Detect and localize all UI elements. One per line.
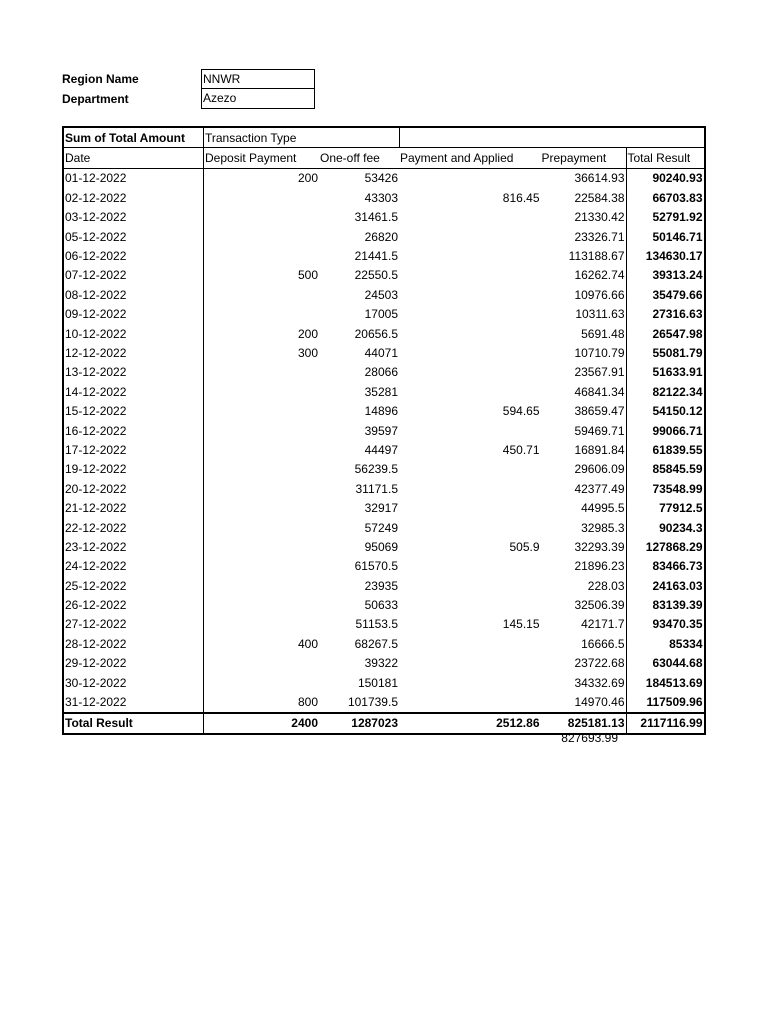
cell-date[interactable]: 29-12-2022 — [63, 654, 204, 673]
header-blank — [541, 127, 627, 148]
cell-deposit-payment[interactable] — [204, 557, 320, 576]
cell-prepayment[interactable]: 16666.5 — [581, 636, 625, 651]
cell-total-result[interactable]: 61839.55 — [626, 440, 705, 459]
cell-payment-and-applied[interactable] — [399, 460, 541, 479]
cell-total-result[interactable]: 90240.93 — [626, 168, 705, 188]
total-result-label[interactable]: Total Result — [63, 713, 204, 734]
table-row[interactable] — [63, 498, 705, 517]
cell-payment-and-applied[interactable] — [399, 305, 541, 324]
cell-one-off-fee[interactable]: 20656.5 — [354, 326, 398, 341]
cell-date[interactable]: 07-12-2022 — [63, 266, 204, 285]
table-row[interactable] — [63, 518, 705, 537]
cell-deposit-payment[interactable] — [204, 363, 320, 382]
cell-prepayment[interactable]: 59469.71 — [574, 423, 625, 438]
header-deposit-payment[interactable]: Deposit Payment — [204, 148, 320, 168]
cell-prepayment[interactable]: 29606.09 — [574, 462, 625, 477]
cell-total-result[interactable]: 127868.29 — [626, 537, 705, 556]
cell-date[interactable]: 22-12-2022 — [63, 518, 204, 537]
cell-payment-and-applied[interactable] — [399, 576, 541, 595]
cell-prepayment[interactable]: 46841.34 — [574, 384, 625, 399]
cell-payment-and-applied[interactable] — [399, 227, 541, 246]
table-row[interactable] — [63, 285, 705, 304]
table-row[interactable] — [63, 595, 705, 614]
cell-prepayment[interactable]: 21896.23 — [574, 559, 625, 574]
table-row[interactable] — [63, 382, 705, 401]
cell-deposit-payment[interactable]: 300 — [297, 345, 318, 360]
cell-total-result[interactable]: 83466.73 — [626, 557, 705, 576]
cell-deposit-payment[interactable] — [204, 479, 320, 498]
cell-payment-and-applied[interactable] — [399, 673, 541, 692]
cell-payment-and-applied[interactable] — [399, 246, 541, 265]
cell-one-off-fee[interactable]: 39322 — [364, 656, 398, 671]
cell-date[interactable]: 14-12-2022 — [63, 382, 204, 401]
cell-prepayment[interactable]: 23722.68 — [574, 656, 625, 671]
cell-date[interactable]: 16-12-2022 — [63, 421, 204, 440]
cell-total-result[interactable]: 52791.92 — [626, 208, 705, 227]
cell-prepayment[interactable]: 16262.74 — [574, 268, 625, 283]
cell-deposit-payment[interactable] — [204, 421, 320, 440]
cell-total-result[interactable]: 55081.79 — [626, 343, 705, 362]
cell-payment-and-applied[interactable] — [399, 692, 541, 712]
pivot-header-row-1 — [63, 127, 705, 148]
table-row[interactable] — [63, 654, 705, 673]
cell-deposit-payment[interactable]: 200 — [297, 326, 318, 341]
cell-date[interactable]: 02-12-2022 — [63, 188, 204, 207]
cell-prepayment[interactable]: 22584.38 — [574, 190, 625, 205]
cell-one-off-fee[interactable]: 56239.5 — [354, 462, 398, 477]
cell-deposit-payment[interactable]: 500 — [297, 268, 318, 283]
cell-prepayment[interactable]: 5691.48 — [581, 326, 625, 341]
table-row[interactable] — [63, 246, 705, 265]
cell-one-off-fee[interactable]: 24503 — [364, 287, 398, 302]
cell-total-result[interactable]: 66703.83 — [626, 188, 705, 207]
cell-date[interactable]: 27-12-2022 — [63, 615, 204, 634]
cell-one-off-fee[interactable]: 31171.5 — [355, 481, 398, 496]
cell-payment-and-applied[interactable] — [399, 421, 541, 440]
cell-deposit-payment[interactable] — [204, 673, 320, 692]
cell-one-off-fee[interactable]: 50633 — [364, 598, 398, 613]
cell-date[interactable]: 06-12-2022 — [63, 246, 204, 265]
cell-prepayment[interactable]: 34332.69 — [574, 675, 625, 690]
pivot-header-row-2 — [63, 148, 705, 168]
cell-deposit-payment[interactable] — [204, 498, 320, 517]
cell-prepayment[interactable]: 16891.84 — [574, 442, 625, 457]
cell-deposit-payment[interactable] — [204, 595, 320, 614]
cell-one-off-fee[interactable]: 57249 — [364, 520, 398, 535]
cell-date[interactable]: 20-12-2022 — [63, 479, 204, 498]
cell-total-result[interactable]: 117509.96 — [626, 692, 705, 712]
cell-date[interactable]: 05-12-2022 — [63, 227, 204, 246]
cell-prepayment[interactable]: 10311.63 — [575, 307, 625, 322]
cell-date[interactable]: 12-12-2022 — [63, 343, 204, 362]
cell-payment-and-applied[interactable] — [399, 343, 541, 362]
cell-prepayment[interactable]: 32506.39 — [574, 598, 625, 613]
cell-total-result[interactable]: 99066.71 — [626, 421, 705, 440]
cell-payment-and-applied[interactable]: 505.9 — [509, 539, 540, 554]
table-row[interactable] — [63, 421, 705, 440]
cell-payment-and-applied[interactable] — [399, 654, 541, 673]
table-row[interactable] — [63, 479, 705, 498]
cell-one-off-fee[interactable]: 44071 — [364, 345, 398, 360]
cell-payment-and-applied[interactable] — [399, 479, 541, 498]
cell-deposit-payment[interactable] — [204, 188, 320, 207]
header-total-result[interactable]: Total Result — [626, 148, 705, 168]
cell-date[interactable]: 09-12-2022 — [63, 305, 204, 324]
cell-total-result[interactable]: 90234.3 — [626, 518, 705, 537]
cell-prepayment[interactable]: 113188.67 — [568, 249, 625, 264]
cell-date[interactable]: 19-12-2022 — [63, 460, 204, 479]
cell-prepayment[interactable]: 32293.39 — [574, 539, 625, 554]
table-row[interactable] — [63, 401, 705, 420]
cell-deposit-payment[interactable] — [204, 401, 320, 420]
cell-payment-and-applied[interactable] — [399, 266, 541, 285]
cell-payment-and-applied[interactable] — [399, 557, 541, 576]
extra-sum-value: 827693.99 — [561, 731, 618, 745]
cell-one-off-fee[interactable]: 53426 — [364, 171, 398, 186]
cell-prepayment[interactable]: 38659.47 — [574, 404, 625, 419]
cell-payment-and-applied[interactable] — [399, 363, 541, 382]
cell-prepayment[interactable]: 228.03 — [587, 578, 625, 593]
cell-date[interactable]: 08-12-2022 — [63, 285, 204, 304]
cell-total-result[interactable]: 63044.68 — [626, 654, 705, 673]
cell-one-off-fee[interactable]: 21441.5 — [354, 249, 398, 264]
cell-payment-and-applied[interactable] — [399, 285, 541, 304]
cell-deposit-payment[interactable]: 200 — [297, 171, 318, 186]
pivot-table — [62, 126, 706, 735]
cell-total-result[interactable]: 134630.17 — [626, 246, 705, 265]
table-row[interactable] — [63, 440, 705, 459]
cell-total-result[interactable]: 83139.39 — [626, 595, 705, 614]
region-name-label: Region Name — [62, 72, 139, 86]
table-row[interactable] — [63, 557, 705, 576]
table-row[interactable] — [63, 168, 705, 188]
department-value[interactable]: Azezo — [201, 89, 315, 109]
cell-one-off-fee[interactable]: 101739.5 — [347, 695, 398, 710]
cell-one-off-fee[interactable]: 95069 — [364, 539, 398, 554]
cell-deposit-payment[interactable]: 400 — [297, 636, 318, 651]
cell-deposit-payment[interactable] — [204, 246, 320, 265]
cell-prepayment[interactable]: 23326.71 — [574, 229, 625, 244]
cell-one-off-fee[interactable]: 31461.5 — [354, 210, 398, 225]
cell-date[interactable]: 28-12-2022 — [63, 634, 204, 653]
cell-deposit-payment[interactable] — [204, 208, 320, 227]
cell-one-off-fee[interactable]: 26820 — [364, 229, 398, 244]
total-cell-one-off-fee[interactable]: 1287023 — [319, 713, 399, 734]
cell-deposit-payment[interactable] — [204, 227, 320, 246]
cell-one-off-fee[interactable]: 14896 — [364, 404, 398, 419]
header-one-off-fee[interactable]: One-off fee — [319, 148, 399, 168]
table-row[interactable] — [63, 227, 705, 246]
cell-deposit-payment[interactable] — [204, 305, 320, 324]
cell-deposit-payment[interactable] — [204, 460, 320, 479]
cell-one-off-fee[interactable]: 51153.5 — [355, 617, 398, 632]
cell-one-off-fee[interactable]: 44497 — [364, 442, 398, 457]
cell-payment-and-applied[interactable] — [399, 324, 541, 343]
cell-date[interactable]: 31-12-2022 — [63, 692, 204, 712]
cell-total-result[interactable]: 27316.63 — [626, 305, 705, 324]
department-filter-row — [62, 89, 315, 109]
cell-date[interactable]: 25-12-2022 — [63, 576, 204, 595]
cell-payment-and-applied[interactable] — [399, 208, 541, 227]
cell-date[interactable]: 13-12-2022 — [63, 363, 204, 382]
total-cell-payment-and-applied[interactable]: 2512.86 — [399, 713, 541, 734]
cell-deposit-payment[interactable] — [204, 654, 320, 673]
table-row[interactable] — [63, 208, 705, 227]
table-row[interactable] — [63, 324, 705, 343]
cell-prepayment[interactable]: 44995.5 — [581, 501, 625, 516]
cell-deposit-payment[interactable] — [204, 615, 320, 634]
header-blank — [399, 127, 541, 148]
header-payment-and-applied[interactable]: Payment and Applied — [399, 148, 541, 168]
header-prepayment[interactable]: Prepayment — [541, 148, 627, 168]
cell-one-off-fee[interactable]: 22550.5 — [354, 268, 398, 283]
cell-payment-and-applied[interactable]: 450.71 — [502, 442, 540, 457]
cell-prepayment[interactable]: 10976.66 — [574, 287, 625, 302]
table-row[interactable] — [63, 576, 705, 595]
cell-payment-and-applied[interactable] — [399, 168, 541, 188]
table-row[interactable] — [63, 615, 705, 634]
header-date[interactable]: Date — [63, 148, 204, 168]
cell-one-off-fee[interactable]: 32917 — [364, 501, 398, 516]
cell-payment-and-applied[interactable] — [399, 634, 541, 653]
pivot-table-body — [63, 127, 705, 734]
cell-prepayment[interactable]: 42171.7 — [581, 617, 625, 632]
cell-payment-and-applied[interactable]: 594.65 — [502, 404, 540, 419]
cell-prepayment[interactable]: 32985.3 — [581, 520, 625, 535]
cell-date[interactable]: 21-12-2022 — [63, 498, 204, 517]
total-cell-prepayment[interactable]: 825181.13 — [541, 713, 627, 734]
table-row[interactable] — [63, 343, 705, 362]
cell-total-result[interactable]: 184513.69 — [626, 673, 705, 692]
cell-prepayment[interactable]: 42377.49 — [574, 481, 625, 496]
cell-date[interactable]: 15-12-2022 — [63, 401, 204, 420]
cell-prepayment[interactable]: 23567.91 — [574, 365, 625, 380]
cell-deposit-payment[interactable]: 800 — [297, 695, 318, 710]
department-label: Department — [62, 92, 129, 106]
table-row[interactable] — [63, 460, 705, 479]
cell-payment-and-applied[interactable] — [399, 518, 541, 537]
cell-total-result[interactable]: 73548.99 — [626, 479, 705, 498]
cell-payment-and-applied[interactable]: 816.45 — [502, 190, 540, 205]
cell-payment-and-applied[interactable] — [399, 595, 541, 614]
cell-total-result[interactable]: 51633.91 — [626, 363, 705, 382]
cell-one-off-fee[interactable]: 35281 — [364, 384, 398, 399]
cell-deposit-payment[interactable] — [204, 440, 320, 459]
cell-one-off-fee[interactable]: 17005 — [364, 307, 398, 322]
cell-deposit-payment[interactable] — [204, 518, 320, 537]
total-cell-deposit-payment[interactable]: 2400 — [204, 713, 320, 734]
cell-total-result[interactable]: 50146.71 — [626, 227, 705, 246]
table-row[interactable] — [63, 634, 705, 653]
table-row[interactable] — [63, 673, 705, 692]
header-blank — [626, 127, 705, 148]
cell-date[interactable]: 23-12-2022 — [63, 537, 204, 556]
cell-prepayment[interactable]: 10710.79 — [574, 345, 625, 360]
cell-one-off-fee[interactable]: 39597 — [364, 423, 398, 438]
cell-date[interactable]: 10-12-2022 — [63, 324, 204, 343]
cell-prepayment[interactable]: 14970.46 — [574, 695, 625, 710]
column-field-label[interactable]: Transaction Type — [204, 127, 400, 148]
cell-prepayment[interactable]: 36614.93 — [574, 171, 625, 186]
cell-date[interactable]: 01-12-2022 — [63, 168, 204, 188]
pivot-corner-label: Sum of Total Amount — [63, 127, 204, 148]
cell-date[interactable]: 17-12-2022 — [63, 440, 204, 459]
cell-total-result[interactable]: 93470.35 — [626, 615, 705, 634]
total-cell-total-result[interactable]: 2117116.99 — [626, 713, 705, 734]
cell-one-off-fee[interactable]: 68267.5 — [354, 636, 398, 651]
cell-one-off-fee[interactable]: 150181 — [357, 675, 398, 690]
table-row[interactable] — [63, 537, 705, 556]
cell-total-result[interactable]: 82122.34 — [626, 382, 705, 401]
cell-one-off-fee[interactable]: 43303 — [364, 190, 398, 205]
report-filters — [62, 69, 315, 109]
cell-payment-and-applied[interactable] — [399, 382, 541, 401]
cell-one-off-fee[interactable]: 23935 — [364, 578, 398, 593]
table-row[interactable] — [63, 692, 705, 712]
table-row[interactable] — [63, 188, 705, 207]
cell-one-off-fee[interactable]: 61570.5 — [354, 559, 398, 574]
cell-date[interactable]: 24-12-2022 — [63, 557, 204, 576]
table-row[interactable] — [63, 363, 705, 382]
cell-payment-and-applied[interactable] — [399, 498, 541, 517]
cell-deposit-payment[interactable] — [204, 382, 320, 401]
cell-total-result[interactable]: 85334 — [626, 634, 705, 653]
cell-total-result[interactable]: 24163.03 — [626, 576, 705, 595]
cell-date[interactable]: 30-12-2022 — [63, 673, 204, 692]
table-row[interactable] — [63, 266, 705, 285]
cell-total-result[interactable]: 39313.24 — [626, 266, 705, 285]
cell-one-off-fee[interactable]: 28066 — [364, 365, 398, 380]
cell-total-result[interactable]: 26547.98 — [626, 324, 705, 343]
region-name-value[interactable]: NNWR — [201, 69, 315, 89]
table-row[interactable] — [63, 305, 705, 324]
cell-date[interactable]: 26-12-2022 — [63, 595, 204, 614]
cell-total-result[interactable]: 54150.12 — [626, 401, 705, 420]
cell-prepayment[interactable]: 21330.42 — [574, 210, 625, 225]
cell-total-result[interactable]: 77912.5 — [626, 498, 705, 517]
cell-deposit-payment[interactable] — [204, 285, 320, 304]
cell-date[interactable]: 03-12-2022 — [63, 208, 204, 227]
region-filter-row — [62, 69, 315, 89]
cell-deposit-payment[interactable] — [204, 576, 320, 595]
cell-deposit-payment[interactable] — [204, 537, 320, 556]
cell-payment-and-applied[interactable]: 145.15 — [502, 617, 540, 632]
cell-total-result[interactable]: 85845.59 — [626, 460, 705, 479]
cell-total-result[interactable]: 35479.66 — [626, 285, 705, 304]
